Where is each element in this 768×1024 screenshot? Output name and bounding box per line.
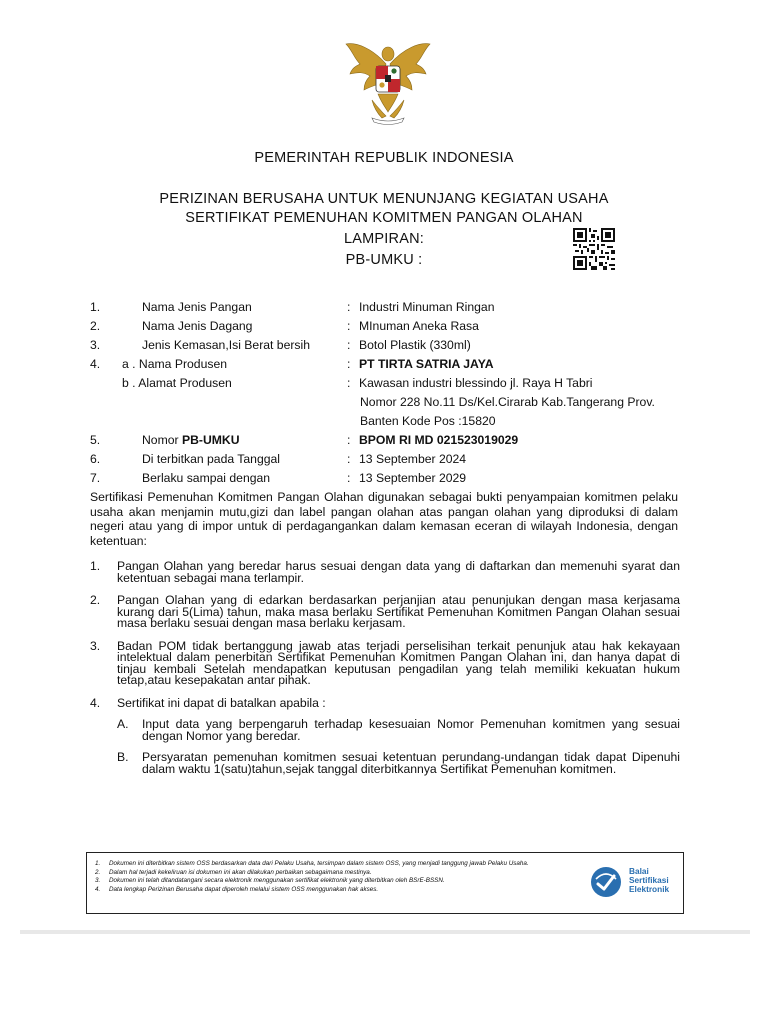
field-value: PT TIRTA SATRIA JAYA	[359, 357, 494, 371]
field-row	[90, 317, 710, 336]
title-line-3: LAMPIRAN:	[344, 231, 424, 247]
field-number: 4.	[90, 357, 101, 371]
field-label: Di terbitkan pada Tanggal	[142, 452, 280, 466]
list-item-number: 2.	[90, 593, 101, 607]
field-value: MInuman Aneka Rasa	[359, 319, 479, 333]
field-label: a . Nama Produsen	[122, 357, 228, 371]
field-value: Banten Kode Pos :15820	[360, 414, 496, 428]
field-number: 3.	[90, 338, 101, 352]
footer-note-number: 2.	[95, 868, 101, 876]
field-number: 2.	[90, 319, 101, 333]
field-label-prefix: Nomor	[142, 433, 182, 447]
sub-list-item-text: Persyaratan pemenuhan komitmen sesuai ketentuan perundang-undangan tidak dapat Dipenuhi dalam waktu 1(satu)tahun,sejak tanggal diterbitkannya Sertifikat Pemenuhan komitmen.	[142, 750, 680, 776]
bsre-line-1: Balai	[629, 866, 649, 876]
list-item-number: 3.	[90, 638, 101, 653]
list-item	[90, 561, 680, 584]
field-colon: :	[347, 300, 351, 314]
qr-code-icon	[573, 228, 615, 270]
field-colon: :	[347, 376, 351, 390]
list-item-text: Badan POM tidak bertanggung jawab atas terjadi perselisihan terkait penunjuk atau hak kekayaan intelektual dalam penerbitan Sertifikat Pemenuhan Komitmen Pangan Olahan ini, dan hanya dapat di tinjau kembali Setelah mendapatkan keputusan pengadilan yang telah memiliki kekuatan hukum tetap,atau kesepakatan antar pihak.	[117, 638, 680, 687]
field-value: Nomor 228 No.11 Ds/Kel.Cirarab Kab.Tangerang Prov.	[360, 395, 655, 409]
intro-paragraph: Sertifikasi Pemenuhan Komitmen Pangan Olahan digunakan sebagai bukti penyampaian komitmen pelaku usaha akan menjamin mutu,gizi dan label pangan olahan atas pangan olahan yang diproduksi di dalam negeri atau yang di impor untuk di perdagangankan dalam kemasan eceran di wilayah Indonesia, dengan ketentuan:	[90, 490, 678, 548]
field-label-bold: PB-UMKU	[181, 433, 240, 447]
field-label: b . Alamat Produsen	[122, 376, 232, 390]
field-colon: :	[347, 319, 351, 333]
list-item	[90, 638, 680, 687]
footer-note-number: 3.	[95, 877, 101, 885]
bsre-logo-icon	[589, 865, 623, 899]
footer-note-number: 4.	[95, 885, 101, 893]
list-item-text: Sertifikat ini dapat di batalkan apabila :	[117, 695, 326, 710]
list-item-number: 4.	[90, 695, 101, 710]
field-number: 1.	[90, 300, 101, 314]
field-row	[90, 450, 710, 469]
footer-note	[95, 860, 585, 869]
bsre-line-2: Sertifikasi	[629, 875, 669, 885]
field-value: BPOM RI MD 021523019029	[359, 433, 519, 447]
field-value: Industri Minuman Ringan	[359, 300, 495, 314]
field-value: 13 September 2029	[359, 471, 467, 485]
field-number: 5.	[90, 433, 101, 447]
field-row	[90, 336, 710, 355]
field-number: 7.	[90, 471, 101, 485]
footer-note-text: Data lengkap Perizinan Berusaha dapat diperoleh melalui sistem OSS menggunakan hak akses.	[109, 885, 379, 893]
title-line-4: PB-UMKU :	[345, 252, 423, 268]
sub-list-item-letter: B.	[117, 750, 129, 764]
footer-note	[95, 886, 585, 895]
field-row	[90, 393, 710, 412]
field-row	[90, 298, 710, 317]
field-label	[142, 431, 240, 450]
list-item-text: Pangan Olahan yang beredar harus sesuai dengan data yang di daftarkan dan memenuhi syarat dan ketentuan sebagai mana terlampir.	[117, 559, 680, 585]
title-line-2: SERTIFIKAT PEMENUHAN KOMITMEN PANGAN OLAHAN	[185, 210, 583, 226]
footer-notes	[95, 860, 585, 894]
sub-list-item	[90, 752, 680, 775]
bsre-logo	[589, 865, 679, 901]
bsre-logo-text	[629, 867, 669, 894]
field-row	[90, 412, 710, 431]
field-value: Botol Plastik (330ml)	[359, 338, 471, 352]
field-row	[90, 355, 710, 374]
field-number: 6.	[90, 452, 101, 466]
field-colon: :	[347, 357, 351, 371]
field-label: Nama Jenis Pangan	[142, 300, 252, 314]
field-colon: :	[347, 338, 351, 352]
field-colon: :	[347, 433, 351, 447]
sub-list-item	[90, 719, 680, 742]
sub-list-item-letter: A.	[117, 717, 129, 731]
list-item-text: Pangan Olahan yang di edarkan berdasarkan perjanjian atau penunjukan dengan masa kerjasama kurang dari 5(Lima) tahun, maka masa berlaku Sertifikat Pemenuhan Komitmen Pangan Olahan sesuai masa berlaku sesuai dengan masa berlaku kerjasam.	[117, 593, 680, 630]
field-label: Jenis Kemasan,Isi Berat bersih	[142, 338, 310, 352]
footer-notes-box	[86, 852, 684, 914]
title-line-1: PERIZINAN BERUSAHA UNTUK MENUNJANG KEGIATAN USAHA	[159, 191, 609, 207]
footer-note-text: Dalam hal terjadi kekeliruan isi dokumen ini akan dilakukan perbaikan sebagaimana mestinya.	[109, 868, 372, 876]
field-label: Nama Jenis Dagang	[142, 319, 253, 333]
sub-list-item-text: Input data yang berpengaruh terhadap kesesuaian Nomor Pemenuhan komitmen yang sesuai dengan Nomor yang beredar.	[142, 717, 680, 743]
bsre-line-3: Elektronik	[629, 884, 670, 894]
field-colon: :	[347, 452, 351, 466]
government-title: PEMERINTAH REPUBLIK INDONESIA	[254, 150, 514, 166]
terms-list	[90, 561, 680, 783]
footer-note-number: 1.	[95, 860, 101, 867]
garuda-emblem-icon	[342, 38, 434, 126]
field-row	[90, 374, 710, 393]
footer-note-text: Dokumen ini diterbitkan sistem OSS berdasarkan data dari Pelaku Usaha, tersimpan dalam sistem OSS, yang menjadi tanggung jawab Pelaku Usaha.	[109, 860, 529, 867]
list-item-number: 1.	[90, 559, 101, 573]
field-value: Kawasan industri blessindo jl. Raya H Tabri	[359, 376, 593, 390]
field-label: Berlaku sampai dengan	[142, 471, 271, 485]
footer-note-text: Dokumen ini telah ditandatangani secara elektronik menggunakan sertifikat elektronik yang diterbitkan oleh BSrE-BSSN.	[109, 877, 445, 885]
field-colon: :	[347, 471, 351, 485]
footer-note	[95, 869, 585, 878]
list-item	[90, 595, 680, 630]
list-item	[90, 695, 680, 710]
field-row	[90, 469, 710, 488]
page-bottom-divider	[20, 930, 750, 934]
footer-note	[95, 877, 585, 886]
field-row	[90, 431, 710, 450]
field-value: 13 September 2024	[359, 452, 467, 466]
certificate-fields	[90, 298, 710, 488]
